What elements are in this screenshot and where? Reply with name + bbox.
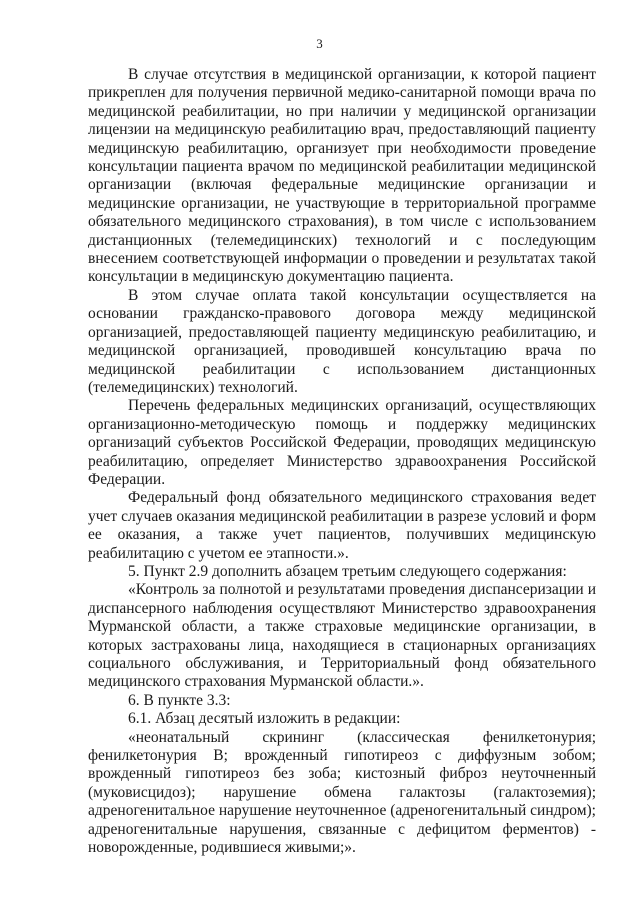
paragraph-neonatal-screening: «неонатальный скрининг (классическая фенилкетонурия; фенилкетонурия B; врожденный гипотиреоз с диффузным зобом; врожденный гипотиреоз без зоба; кистозный фиброз неуточненный (муковисцидоз); нарушение обмена галактозы (галактоземия); адреногенитальное нарушение неуточненное (адреногенитальный синдром); адреногенитальные нарушения, связанные с дефицитом ферментов) - новорожденные, родившиеся живыми;». [88,728,596,857]
paragraph-item-6: 6. В пункте 3.3: [128,691,231,709]
paragraph-federal-fund-accounting: Федеральный фонд обязательного медицинского страхования ведет учет случаев оказания медицинской реабилитации в разрезе условий и форм ее оказания, а также учет пациентов, получивших медицинскую реабилитацию с учетом ее этапности.». [88,489,596,562]
document-body [88,66,596,857]
paragraph-rehabilitation-consultation: В случае отсутствия в медицинской организации, к которой пациент прикреплен для получения первичной медико-санитарной помощи врача по медицинской реабилитации, но при наличии у медицинской организации лицензии на медицинскую реабилитацию врач, предоставляющий пациенту медицинскую реабилитацию, организует при необходимости проведение консультации пациента врачом по медицинской реабилитации медицинской организации (включая федеральные медицинские организации и медицинские организации, не участвующие в территориальной программе обязательного медицинского страхования), в том числе с использованием дистанционных (телемедицинских) технологий и с последующим внесением соответствующей информации о проведении и результатах такой консультации в медицинскую документацию пациента. [88,66,596,286]
paragraph-item-6-1: 6.1. Абзац десятый изложить в редакции: [128,710,401,728]
paragraph-consultation-payment: В этом случае оплата такой консультации осуществляется на основании гражданско-правового договора между медицинской организацией, предоставляющей пациенту медицинскую реабилитацию, и медицинской организацией, проводившей консультацию врача по медицинской реабилитации с использованием дистанционных (телемедицинских) технологий. [88,286,596,396]
paragraph-federal-organizations-list: Перечень федеральных медицинских организаций, осуществляющих организационно-методическую помощь и поддержку медицинских организаций субъектов Российской Федерации, проводящих медицинскую реабилитацию, определяет Министерство здравоохранения Российской Федерации. [88,397,596,488]
paragraph-item-5: 5. Пункт 2.9 дополнить абзацем третьим следующего содержания: [128,562,567,580]
page-number: 3 [316,36,323,51]
paragraph-dispensary-control: «Контроль за полнотой и результатами проведения диспансеризации и диспансерного наблюдения осуществляют Министерство здравоохранения Мурманской области, а также страховые медицинские организации, в которых застрахованы лица, находящиеся в стационарных организациях социального обслуживания, и Территориальный фонд обязательного медицинского страхования Мурманской области.». [88,581,596,691]
